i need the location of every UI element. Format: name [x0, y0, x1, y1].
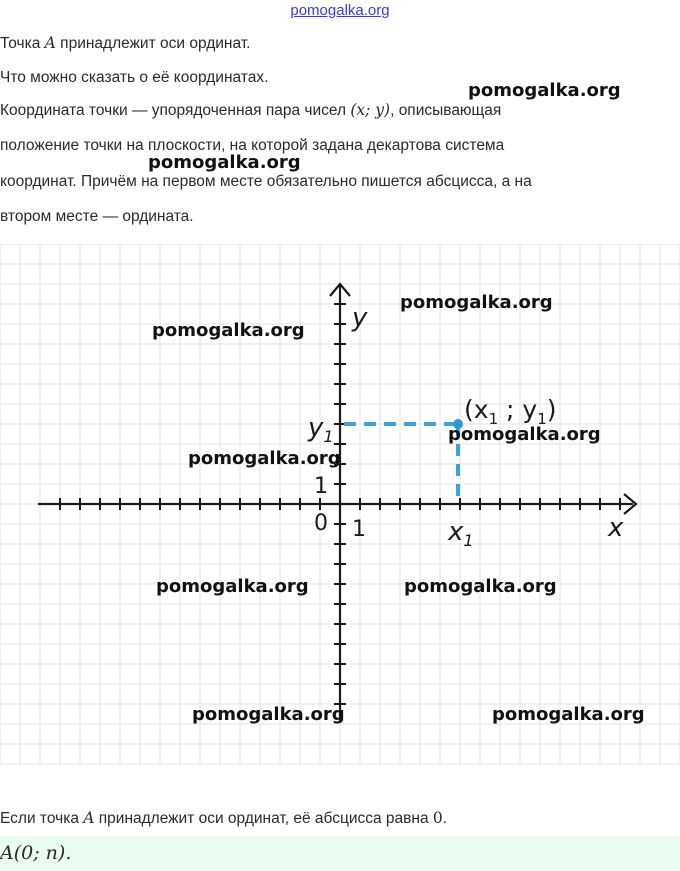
paragraph-1: [0, 34, 250, 53]
p3-math: (x; y): [350, 101, 391, 119]
p1-post: принадлежит оси ординат.: [55, 35, 251, 52]
origin-label: 0: [314, 511, 328, 536]
paragraph-3: [0, 101, 501, 120]
paragraph-2: Что можно сказать о её координатах.: [0, 69, 269, 86]
watermark: pomogalka.org: [468, 80, 621, 101]
watermark: pomogalka.org: [400, 292, 553, 313]
watermark: pomogalka.org: [192, 704, 345, 725]
x1-label: $x_1$: [448, 517, 474, 550]
point-label: ($x_1$ ; $y_1$): [464, 395, 557, 428]
answer-box: [0, 836, 680, 871]
coordinate-plane: [0, 244, 680, 766]
watermark: pomogalka.org: [188, 448, 341, 469]
paragraph-5: координат. Причём на первом месте обязательно пишется абсцисса, а на: [0, 173, 532, 190]
conclusion-post: .: [442, 810, 448, 827]
conclusion: [0, 809, 447, 828]
watermark: pomogalka.org: [492, 704, 645, 725]
answer-text: A(0; n).: [0, 842, 72, 864]
conclusion-mid: принадлежит оси ординат, её абсцисса равна: [94, 810, 433, 827]
site-link[interactable]: pomogalka.org: [290, 2, 390, 19]
paragraph-6: втором месте — ордината.: [0, 208, 194, 225]
unit-y-label: 1: [314, 474, 328, 499]
watermark: pomogalka.org: [156, 576, 309, 597]
axis-x-label: x: [608, 513, 624, 543]
conclusion-pre: Если точка: [0, 810, 84, 827]
p3-post: , описывающая: [390, 102, 502, 119]
paragraph-4: положение точки на плоскости, на которой задана декартова система: [0, 137, 505, 154]
p3-pre: Координата точки — упорядоченная пара чисел: [0, 102, 351, 119]
y1-label: $y_1$: [308, 413, 334, 446]
p1-var: A: [44, 34, 56, 52]
conclusion-value: 0: [432, 809, 443, 827]
watermark: pomogalka.org: [404, 576, 557, 597]
watermark: pomogalka.org: [152, 320, 305, 341]
conclusion-var: A: [83, 809, 95, 827]
watermark: pomogalka.org: [448, 424, 601, 445]
watermark: pomogalka.org: [148, 152, 301, 173]
axis-y-label: y: [352, 303, 368, 333]
p1-pre: Точка: [0, 35, 45, 52]
unit-x-label: 1: [352, 517, 366, 542]
